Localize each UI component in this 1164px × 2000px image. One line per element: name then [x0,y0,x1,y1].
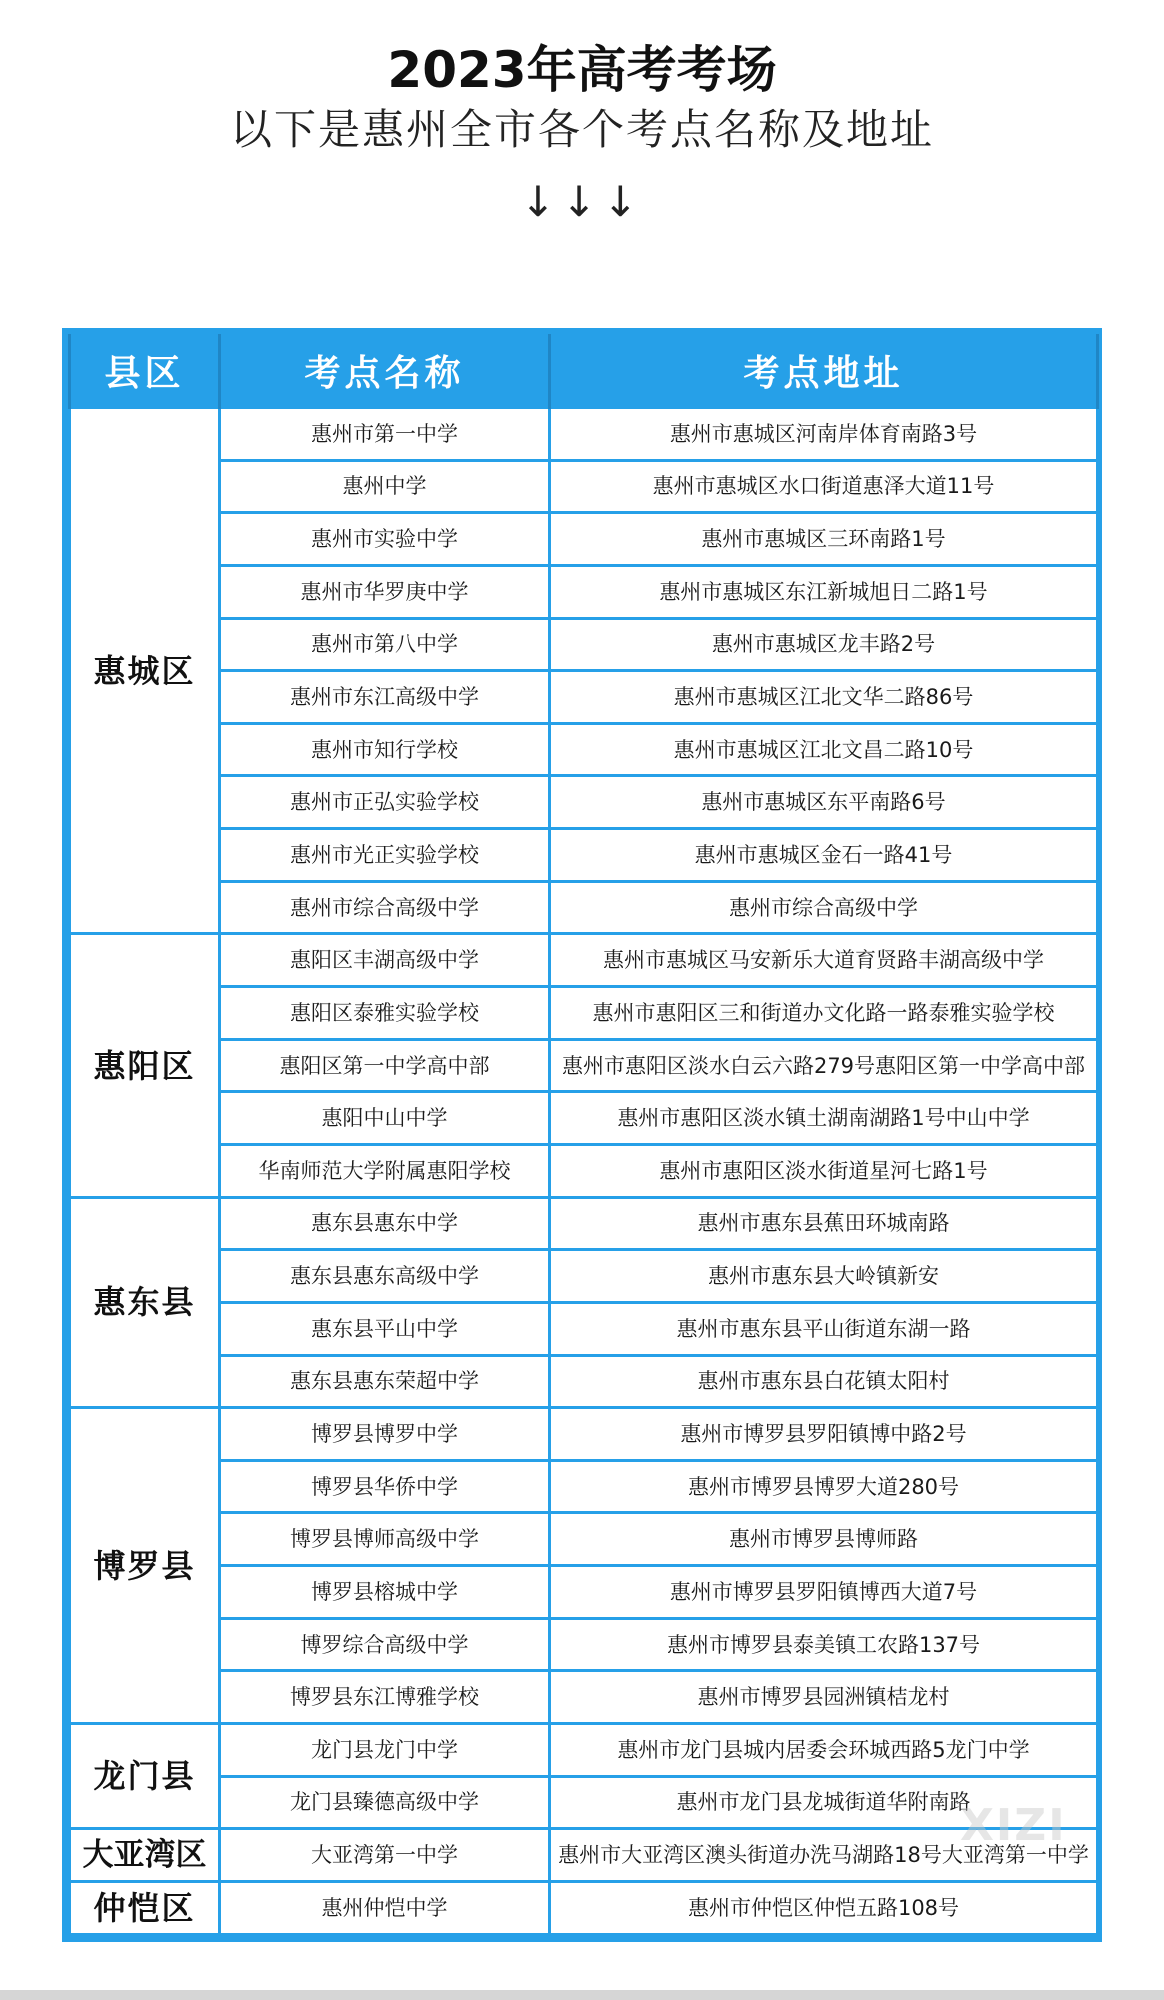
site-address-cell: 惠州市龙门县城内居委会环城西路5龙门中学 [550,1724,1098,1777]
site-address-cell: 惠州市惠城区江北文华二路86号 [550,671,1098,724]
site-address-cell: 惠州市惠阳区淡水白云六路279号惠阳区第一中学高中部 [550,1039,1098,1092]
site-name-cell: 惠州市第一中学 [220,408,550,461]
watermark: XIZI [960,1800,1067,1851]
table-row [70,1881,1098,1934]
site-address-cell: 惠州市惠东县大岭镇新安 [550,1250,1098,1303]
table-row [70,881,1098,934]
table-row [70,1618,1098,1671]
site-name-cell: 惠州市东江高级中学 [220,671,550,724]
site-name-cell: 惠州市实验中学 [220,513,550,566]
site-address-cell: 惠州市综合高级中学 [550,881,1098,934]
table-row [70,1408,1098,1461]
table-row [70,460,1098,513]
site-address-cell: 惠州市惠城区东平南路6号 [550,776,1098,829]
site-address-cell: 惠州市惠城区三环南路1号 [550,513,1098,566]
site-name-cell: 龙门县龙门中学 [220,1724,550,1777]
table-row [70,1250,1098,1303]
down-arrows-icon: ↓↓↓ [520,177,644,226]
district-cell: 惠城区 [70,408,220,934]
column-header-site-address: 考点地址 [550,334,1098,408]
site-name-cell: 惠州市华罗庚中学 [220,565,550,618]
site-name-cell: 惠阳中山中学 [220,1092,550,1145]
district-cell: 大亚湾区 [70,1829,220,1882]
site-name-cell: 惠东县惠东中学 [220,1197,550,1250]
page-title: 2023年高考考场 [387,41,777,99]
site-name-cell: 惠州仲恺中学 [220,1881,550,1934]
table-row [70,1829,1098,1882]
site-address-cell: 惠州市惠东县蕉田环城南路 [550,1197,1098,1250]
table-row [70,618,1098,671]
column-header-district: 县区 [70,334,220,408]
site-name-cell: 惠东县惠东荣超中学 [220,1355,550,1408]
site-address-cell: 惠州市博罗县罗阳镇博西大道7号 [550,1566,1098,1619]
district-cell: 惠东县 [70,1197,220,1408]
table-row [70,408,1098,461]
site-name-cell: 惠州中学 [220,460,550,513]
table-row [70,987,1098,1040]
site-address-cell: 惠州市博罗县博罗大道280号 [550,1460,1098,1513]
site-address-cell: 惠州市惠东县白花镇太阳村 [550,1355,1098,1408]
exam-site-table [68,334,1099,1936]
site-address-cell: 惠州市惠城区龙丰路2号 [550,618,1098,671]
table-row [70,1671,1098,1724]
site-name-cell: 惠州市正弘实验学校 [220,776,550,829]
site-name-cell: 惠州市第八中学 [220,618,550,671]
district-cell: 博罗县 [70,1408,220,1724]
exam-site-table-frame [62,328,1102,1942]
site-address-cell: 惠州市惠城区马安新乐大道育贤路丰湖高级中学 [550,934,1098,987]
table-row [70,1776,1098,1829]
site-address-cell: 惠州市惠城区金石一路41号 [550,829,1098,882]
table-row [70,671,1098,724]
site-address-cell: 惠州市惠城区江北文昌二路10号 [550,723,1098,776]
table-row [70,1039,1098,1092]
site-address-cell: 惠州市惠阳区淡水街道星河七路1号 [550,1144,1098,1197]
bottom-divider [0,1990,1164,2000]
site-name-cell: 大亚湾第一中学 [220,1829,550,1882]
site-name-cell: 惠州市综合高级中学 [220,881,550,934]
site-address-cell: 惠州市博罗县博师路 [550,1513,1098,1566]
table-row [70,1460,1098,1513]
table-row [70,513,1098,566]
site-name-cell: 惠东县平山中学 [220,1302,550,1355]
site-address-cell: 惠州市龙门县龙城街道华附南路 [550,1776,1098,1829]
site-name-cell: 博罗县华侨中学 [220,1460,550,1513]
table-row [70,829,1098,882]
site-address-cell: 惠州市博罗县泰美镇工农路137号 [550,1618,1098,1671]
site-name-cell: 博罗综合高级中学 [220,1618,550,1671]
table-row [70,934,1098,987]
site-address-cell: 惠州市仲恺区仲恺五路108号 [550,1881,1098,1934]
table-row [70,1092,1098,1145]
table-row [70,723,1098,776]
site-address-cell: 惠州市大亚湾区澳头街道办洗马湖路18号大亚湾第一中学 [550,1829,1098,1882]
site-name-cell: 博罗县东江博雅学校 [220,1671,550,1724]
table-row [70,1197,1098,1250]
site-name-cell: 博罗县榕城中学 [220,1566,550,1619]
site-address-cell: 惠州市惠城区东江新城旭日二路1号 [550,565,1098,618]
table-row [70,1566,1098,1619]
site-address-cell: 惠州市惠东县平山街道东湖一路 [550,1302,1098,1355]
table-row [70,776,1098,829]
table-body [70,408,1098,1935]
site-name-cell: 惠阳区泰雅实验学校 [220,987,550,1040]
site-name-cell: 华南师范大学附属惠阳学校 [220,1144,550,1197]
site-name-cell: 惠阳区丰湖高级中学 [220,934,550,987]
site-address-cell: 惠州市博罗县园洲镇桔龙村 [550,1671,1098,1724]
site-address-cell: 惠州市博罗县罗阳镇博中路2号 [550,1408,1098,1461]
column-header-site-name: 考点名称 [220,334,550,408]
table-row [70,1302,1098,1355]
site-name-cell: 博罗县博师高级中学 [220,1513,550,1566]
site-address-cell: 惠州市惠城区水口街道惠泽大道11号 [550,460,1098,513]
site-name-cell: 龙门县臻德高级中学 [220,1776,550,1829]
district-cell: 仲恺区 [70,1881,220,1934]
table-row [70,1724,1098,1777]
site-name-cell: 惠州市知行学校 [220,723,550,776]
site-address-cell: 惠州市惠城区河南岸体育南路3号 [550,408,1098,461]
site-address-cell: 惠州市惠阳区淡水镇土湖南湖路1号中山中学 [550,1092,1098,1145]
site-name-cell: 博罗县博罗中学 [220,1408,550,1461]
table-header-row [70,334,1098,408]
site-name-cell: 惠东县惠东高级中学 [220,1250,550,1303]
table-row [70,1355,1098,1408]
district-cell: 龙门县 [70,1724,220,1829]
table-row [70,1144,1098,1197]
page-subtitle: 以下是惠州全市各个考点名称及地址 [229,105,934,154]
site-address-cell: 惠州市惠阳区三和街道办文化路一路泰雅实验学校 [550,987,1098,1040]
site-name-cell: 惠阳区第一中学高中部 [220,1039,550,1092]
table-row [70,565,1098,618]
district-cell: 惠阳区 [70,934,220,1197]
table-row [70,1513,1098,1566]
site-name-cell: 惠州市光正实验学校 [220,829,550,882]
